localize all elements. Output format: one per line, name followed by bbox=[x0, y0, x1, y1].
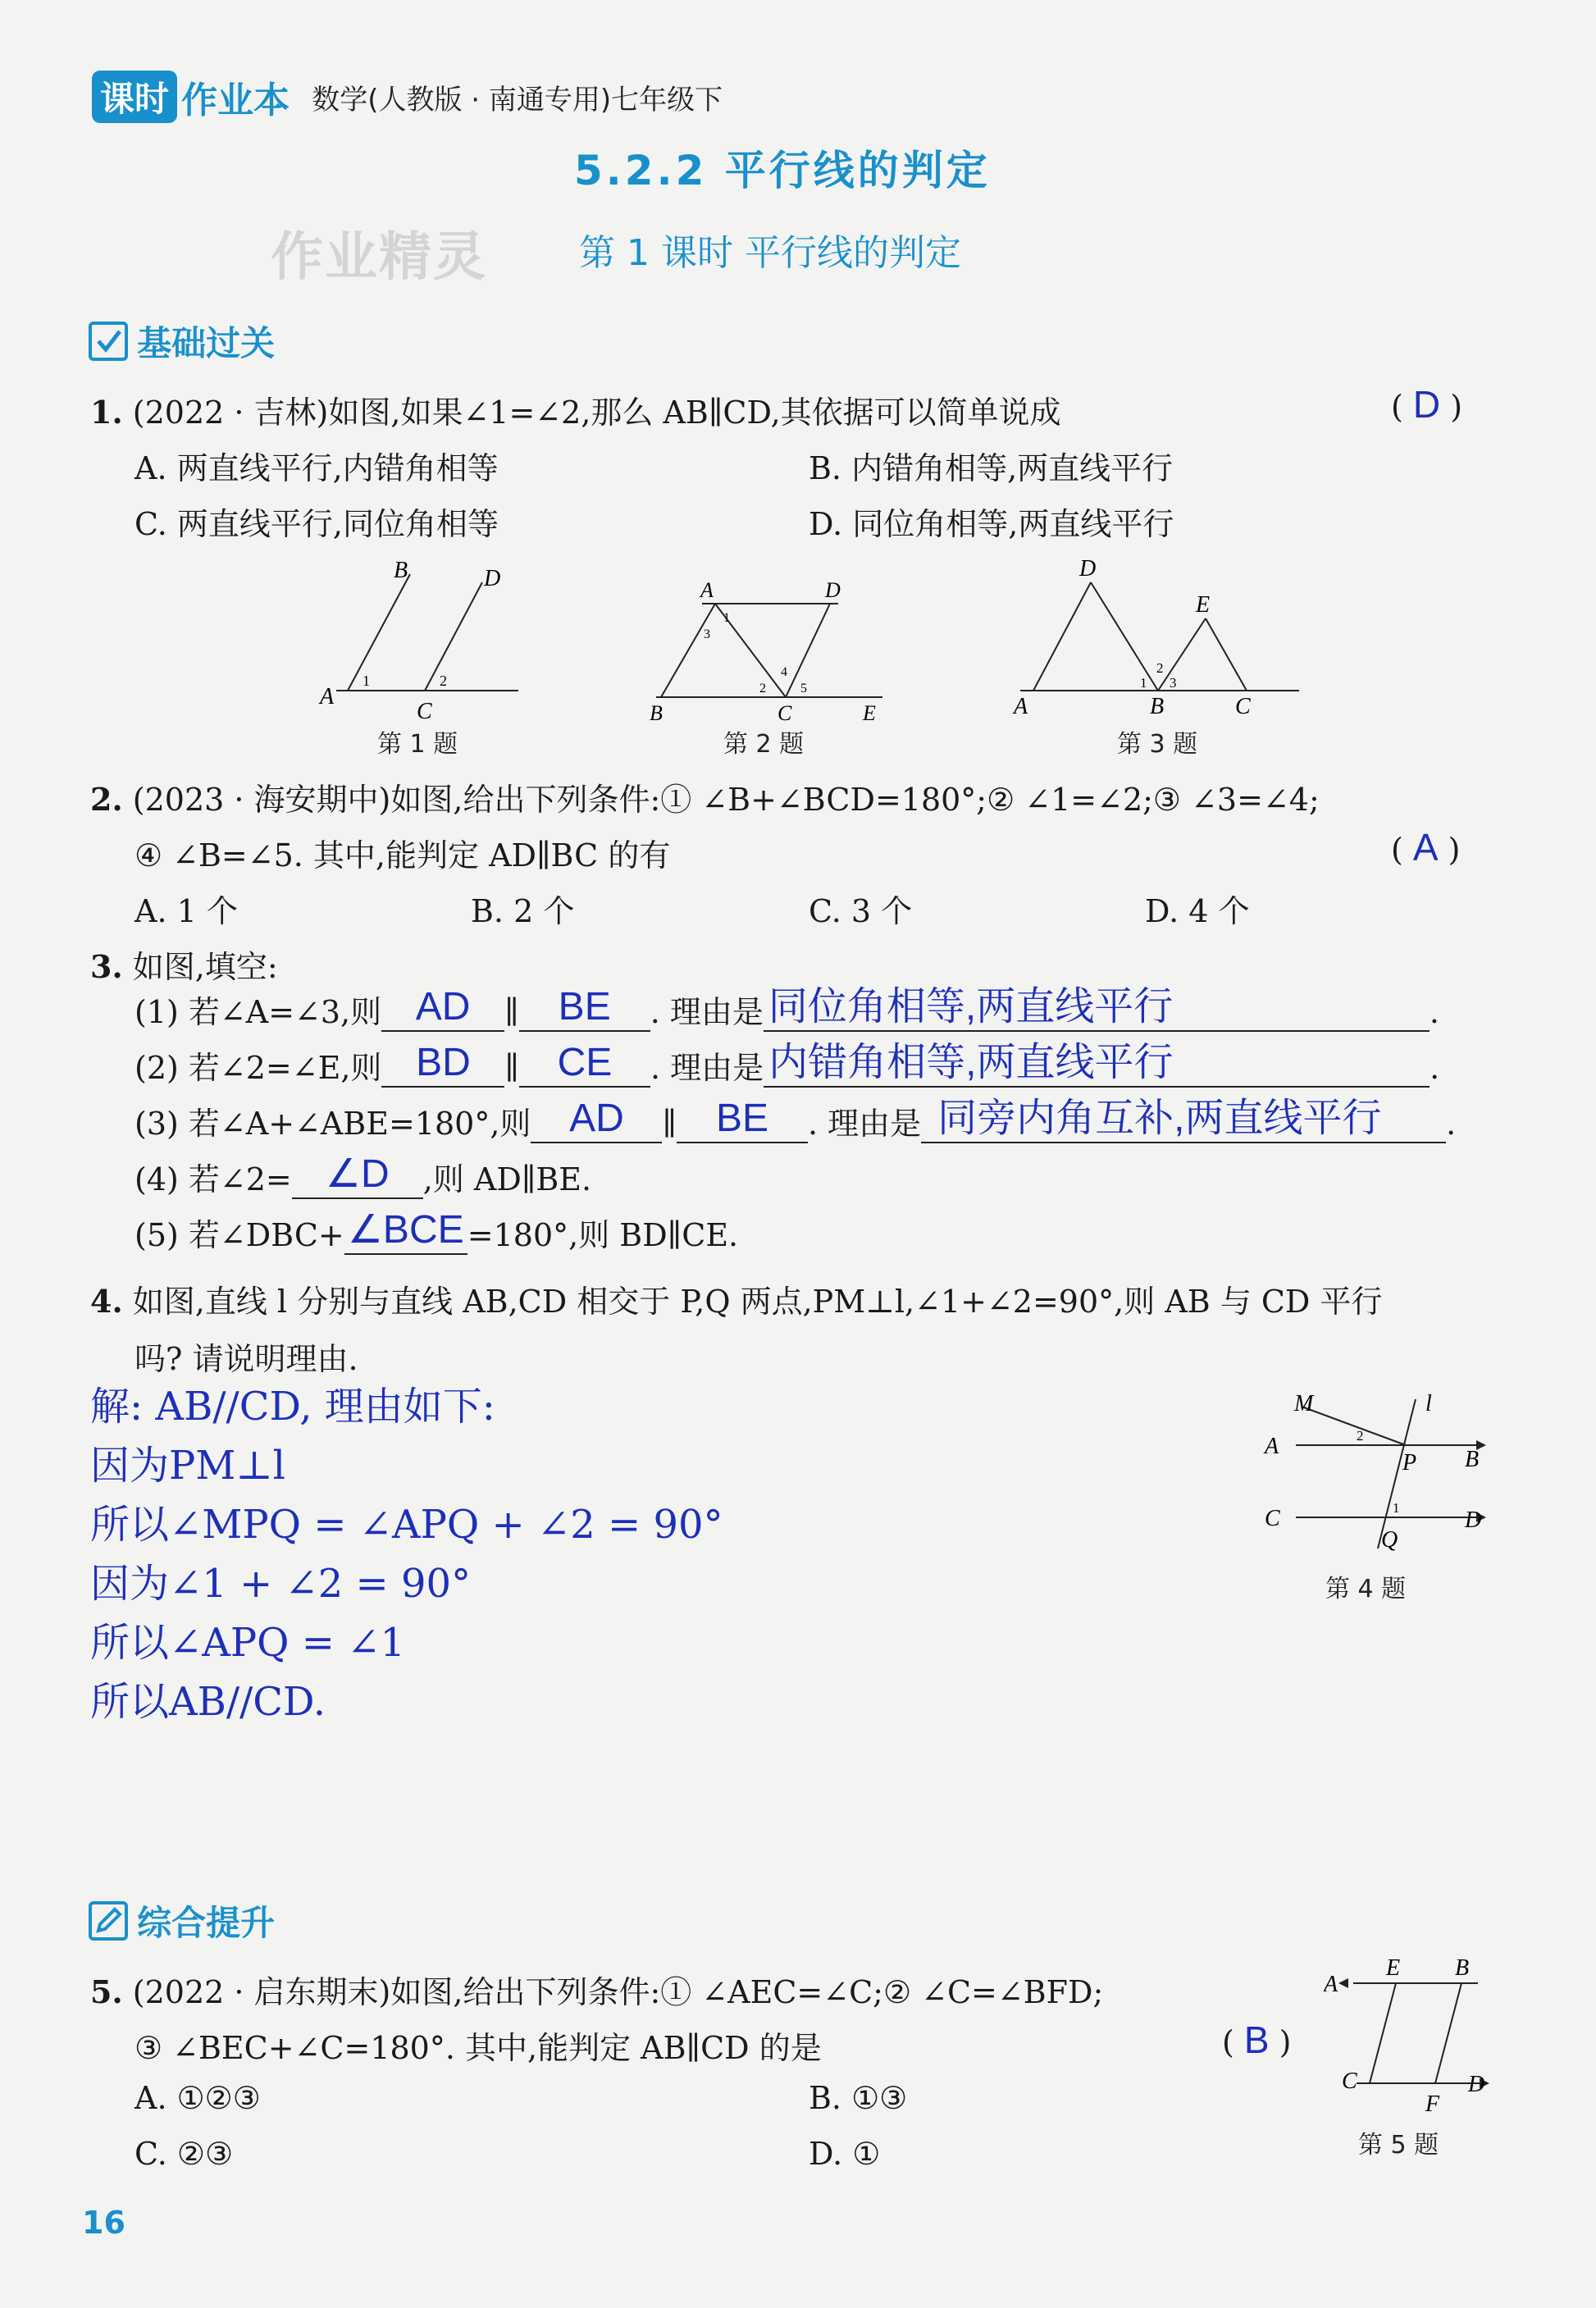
page-number: 16 bbox=[82, 2205, 125, 2241]
q3-row-3-pre: (3) 若∠A+∠ABE=180°,则 bbox=[135, 1106, 531, 1142]
svg-text:1: 1 bbox=[1140, 675, 1147, 691]
logo-text: 作业本 bbox=[181, 80, 290, 121]
q4-number: 4. bbox=[90, 1283, 123, 1320]
svg-text:2: 2 bbox=[1156, 660, 1164, 676]
q3-row-1-post: . 理由是 bbox=[650, 994, 764, 1030]
q3-row-4 bbox=[135, 1152, 591, 1199]
q3-row-1: (1) 若∠A=∠3,则 AD ∥ BE . 理由是 同位角相等,两直线平行 . bbox=[135, 985, 1439, 1030]
q4-solution-line-5: 所以∠APQ = ∠1 bbox=[90, 1620, 406, 1666]
svg-text:D: D bbox=[825, 578, 841, 602]
q4-line1 bbox=[90, 1276, 1382, 1321]
figure-5-caption: 第 5 题 bbox=[1358, 2131, 1439, 2160]
q3-intro-text: 如图,填空: bbox=[132, 949, 278, 985]
svg-text:2: 2 bbox=[759, 682, 766, 696]
q3-row-3: (3) 若∠A+∠ABE=180°,则 AD ∥ BE . 理由是 同旁内角互补,两直线平行 . bbox=[135, 1097, 1457, 1142]
q3-row-4-post: ,则 AD∥BE. bbox=[422, 1161, 592, 1197]
svg-text:4: 4 bbox=[781, 665, 787, 679]
q4-solution-line-2: 因为PM⊥l bbox=[90, 1443, 285, 1489]
q2-option-d: D. 4 个 bbox=[1145, 893, 1250, 929]
figure-5 bbox=[1324, 1952, 1504, 2124]
q1-answer: D bbox=[1412, 383, 1441, 426]
svg-text:E: E bbox=[1386, 1955, 1401, 1981]
q3-row-3-post: . 理由是 bbox=[808, 1106, 922, 1142]
figure-1-caption: 第 1 题 bbox=[377, 730, 458, 759]
svg-text:A: A bbox=[1324, 1972, 1338, 1997]
q2-option-c: C. 3 个 bbox=[809, 893, 913, 929]
svg-text:2: 2 bbox=[440, 673, 447, 689]
q2-option-a: A. 1 个 bbox=[135, 893, 238, 929]
q5-option-d: D. ① bbox=[809, 2136, 881, 2172]
figure-2-caption: 第 2 题 bbox=[723, 730, 805, 759]
q4-solution-line-4: 因为∠1 + ∠2 = 90° bbox=[90, 1561, 472, 1607]
svg-text:B: B bbox=[1150, 694, 1165, 719]
q3-row-5-post: =180°,则 BD∥CE. bbox=[467, 1217, 739, 1253]
figure-3-caption: 第 3 题 bbox=[1117, 730, 1198, 759]
q2-text1: (2023 · 海安期中)如图,给出下列条件:① ∠B+∠BCD=180°;② ∠1=∠2;③ ∠3=∠4; bbox=[132, 782, 1320, 818]
q2-answer-bracket: ( A ) bbox=[1391, 826, 1461, 869]
svg-text:1: 1 bbox=[1393, 1500, 1400, 1516]
q5-text1: (2022 · 启东期末)如图,给出下列条件:① ∠AEC=∠C;② ∠C=∠BFD; bbox=[132, 1974, 1104, 2010]
page-title: 5.2.2 平行线的判定 bbox=[574, 147, 991, 194]
q3-row-3-reason[interactable]: 同旁内角互补,两直线平行 bbox=[921, 1096, 1446, 1143]
section-advanced-label: 综合提升 bbox=[137, 1903, 276, 1943]
svg-text:P: P bbox=[1402, 1450, 1417, 1476]
svg-text:1: 1 bbox=[363, 673, 370, 689]
svg-text:A: A bbox=[1014, 694, 1028, 719]
q5-number: 5. bbox=[90, 1973, 123, 2010]
q2-option-b: B. 2 个 bbox=[471, 893, 575, 929]
q3-number: 3. bbox=[90, 948, 123, 985]
svg-text:C: C bbox=[777, 701, 792, 722]
figure-4-caption: 第 4 题 bbox=[1325, 1575, 1407, 1603]
q2-line1 bbox=[90, 774, 1320, 819]
svg-text:3: 3 bbox=[704, 627, 710, 641]
svg-text:1: 1 bbox=[723, 611, 730, 625]
svg-text:l: l bbox=[1425, 1391, 1432, 1416]
q1-number: 1. bbox=[90, 394, 123, 431]
q3-row-2-parallel: ∥ bbox=[504, 1050, 519, 1086]
svg-text:C: C bbox=[1235, 694, 1251, 719]
q1-option-b: B. 内错角相等,两直线平行 bbox=[809, 450, 1174, 486]
q5-option-b: B. ①③ bbox=[809, 2080, 908, 2116]
q2-line2: ④ ∠B=∠5. 其中,能判定 AD∥BC 的有 bbox=[135, 837, 671, 873]
q5-option-a: A. ①②③ bbox=[135, 2080, 261, 2116]
q4-line2: 吗? 请说明理由. bbox=[135, 1341, 358, 1377]
svg-text:B: B bbox=[1455, 1955, 1470, 1981]
q1-option-d: D. 同位角相等,两直线平行 bbox=[809, 506, 1174, 542]
q4-solution-line-3: 所以∠MPQ = ∠APQ + ∠2 = 90° bbox=[90, 1502, 723, 1548]
q1-text: (2022 · 吉林)如图,如果∠1=∠2,那么 AB∥CD,其依据可以简单说成 bbox=[132, 395, 1061, 431]
logo-badge: 课时 bbox=[92, 71, 177, 123]
svg-text:2: 2 bbox=[1357, 1428, 1364, 1444]
svg-text:Q: Q bbox=[1381, 1527, 1398, 1553]
q3-row-5-blank[interactable]: ∠BCE bbox=[344, 1207, 467, 1255]
header-subject: 数学(人教版 · 南通专用)七年级下 bbox=[312, 83, 723, 116]
svg-text:E: E bbox=[863, 701, 876, 722]
figure-4 bbox=[1255, 1386, 1501, 1558]
q3-intro bbox=[90, 942, 278, 987]
svg-text:C: C bbox=[1342, 2069, 1357, 2094]
q1-stem bbox=[90, 387, 1061, 432]
svg-text:B: B bbox=[650, 701, 663, 722]
svg-text:A: A bbox=[320, 684, 335, 709]
q4-solution-line-6: 所以AB//CD. bbox=[90, 1679, 326, 1725]
section-basic-label: 基础过关 bbox=[137, 323, 276, 363]
header bbox=[92, 71, 723, 123]
q3-row-1-blank-a[interactable]: AD bbox=[381, 984, 504, 1032]
section-advanced bbox=[89, 1896, 275, 1945]
svg-text:D: D bbox=[1465, 1507, 1482, 1533]
svg-text:3: 3 bbox=[1170, 675, 1177, 691]
svg-text:C: C bbox=[417, 699, 432, 722]
svg-text:A: A bbox=[700, 578, 714, 602]
q5-answer-bracket: ( B ) bbox=[1222, 2018, 1292, 2061]
q1-option-a: A. 两直线平行,内错角相等 bbox=[135, 450, 499, 486]
q5-line1 bbox=[90, 1967, 1103, 2012]
svg-text:5: 5 bbox=[800, 682, 807, 696]
q2-number: 2. bbox=[90, 781, 123, 818]
q3-row-1-pre: (1) 若∠A=∠3,则 bbox=[135, 994, 382, 1030]
svg-text:D: D bbox=[484, 566, 501, 591]
q5-answer: B bbox=[1243, 2018, 1270, 2061]
q3-row-2-post: . 理由是 bbox=[650, 1050, 764, 1086]
q5-option-c: C. ②③ bbox=[135, 2136, 234, 2172]
svg-text:D: D bbox=[1079, 556, 1097, 582]
q3-row-1-parallel: ∥ bbox=[504, 994, 519, 1030]
q3-row-2-blank-a[interactable]: BD bbox=[381, 1040, 504, 1088]
svg-text:D: D bbox=[1468, 2072, 1485, 2097]
q1-option-c: C. 两直线平行,同位角相等 bbox=[135, 506, 499, 542]
q3-row-5 bbox=[135, 1207, 738, 1255]
q3-row-2-reason[interactable]: 内错角相等,两直线平行 bbox=[764, 1040, 1430, 1088]
checkbox-icon bbox=[89, 322, 128, 361]
q3-row-4-blank[interactable]: ∠D bbox=[292, 1152, 423, 1199]
section-basic bbox=[89, 317, 275, 366]
q3-row-3-blank-b[interactable]: BE bbox=[677, 1096, 808, 1143]
q3-row-2: (2) 若∠2=∠E,则 BD ∥ CE . 理由是 内错角相等,两直线平行 . bbox=[135, 1041, 1440, 1086]
q3-row-4-pre: (4) 若∠2= bbox=[135, 1161, 292, 1197]
q3-row-1-reason[interactable]: 同位角相等,两直线平行 bbox=[764, 984, 1430, 1032]
q3-row-1-blank-b[interactable]: BE bbox=[519, 984, 650, 1032]
q4-solution-line-1: 解: AB//CD, 理由如下: bbox=[90, 1384, 495, 1430]
figure-2 bbox=[645, 574, 891, 722]
svg-text:C: C bbox=[1265, 1506, 1280, 1531]
q3-row-5-pre: (5) 若∠DBC+ bbox=[135, 1217, 344, 1253]
svg-text:B: B bbox=[394, 558, 408, 583]
svg-text:M: M bbox=[1294, 1391, 1314, 1416]
lesson-subtitle: 第 1 课时 平行线的判定 bbox=[579, 232, 961, 274]
q4-text1: 如图,直线 l 分别与直线 AB,CD 相交于 P,Q 两点,PM⊥l,∠1+∠2=90°,则 AB 与 CD 平行 bbox=[132, 1284, 1383, 1320]
figure-1 bbox=[312, 558, 541, 722]
q3-row-2-blank-b[interactable]: CE bbox=[519, 1040, 650, 1088]
q3-row-3-parallel: ∥ bbox=[662, 1106, 677, 1142]
svg-text:E: E bbox=[1196, 592, 1211, 618]
q2-answer: A bbox=[1412, 826, 1439, 869]
watermark: 作业精灵 bbox=[271, 227, 487, 288]
svg-text:A: A bbox=[1265, 1434, 1279, 1459]
figure-3 bbox=[1009, 551, 1304, 723]
q1-answer-bracket: ( D ) bbox=[1391, 383, 1463, 426]
svg-text:F: F bbox=[1425, 2091, 1440, 2117]
pencil-icon bbox=[89, 1901, 128, 1941]
q5-line2: ③ ∠BEC+∠C=180°. 其中,能判定 AB∥CD 的是 bbox=[135, 2030, 822, 2066]
q3-row-2-pre: (2) 若∠2=∠E,则 bbox=[135, 1050, 382, 1086]
svg-text:B: B bbox=[1465, 1447, 1480, 1472]
q3-row-3-blank-a[interactable]: AD bbox=[531, 1096, 662, 1143]
